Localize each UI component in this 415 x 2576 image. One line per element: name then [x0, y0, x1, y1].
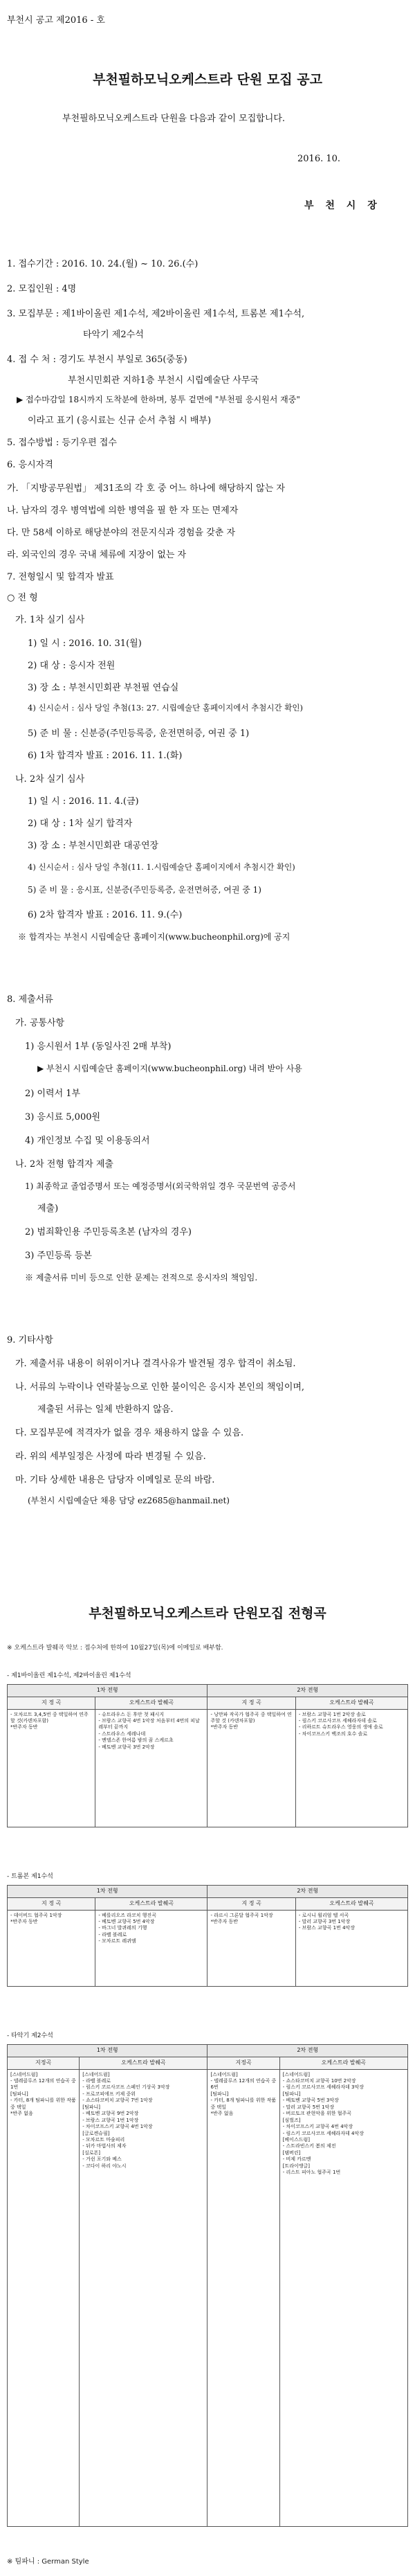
repertoire-table-violin [7, 1684, 408, 1827]
body-line: 2) 대 상 : 응시자 전원 [28, 661, 116, 671]
body-line: 8. 제출서류 [7, 994, 53, 1005]
body-line: 나. 2차 실기 심사 [15, 774, 85, 785]
solo-pieces-round1: [스네어드럼] - 델레클루즈 12개의 연습곡 중 1번 [팀파니] - 카터, 8개 팀파니를 위한 작품 중 택일 *반주 없음 [8, 2069, 80, 2526]
body-line: 5) 준 비 물 : 응시표, 신분증(주민등록증, 운전면허증, 여권 중 1) [28, 885, 261, 895]
repertoire-note: ※ 오케스트라 발췌곡 악보 : 접수처에 한하여 10월27일(목)에 이메일로 배부함. [7, 1645, 223, 1652]
col-solo: 지정곡 [8, 2057, 80, 2069]
body-line: 5) 준 비 물 : 신분증(주민등록증, 운전면허증, 여권 중 1) [28, 728, 250, 739]
body-line: 1) 일 시 : 2016. 11. 4.(금) [28, 796, 139, 807]
repertoire-table-trombone [7, 1885, 408, 1987]
body-line: 2) 범죄확인용 주민등록초본 (남자의 경우) [25, 1227, 192, 1237]
col-orch: 오케스트라 발췌곡 [95, 1697, 208, 1709]
section-heading-trombone: - 트롬본 제1수석 [7, 1873, 53, 1880]
body-line: 4) 신시순서 : 심사 당일 추첨(13: 27. 시립예술단 홈페이지에서 추첨시간 확인) [28, 703, 303, 713]
col-orch: 오케스트라 발췌곡 [295, 1897, 407, 1910]
body-line: 6) 2차 합격자 발표 : 2016. 11. 9.(수) [28, 910, 183, 920]
body-line: 4. 접 수 처 : 경기도 부천시 부일로 365(중동) [7, 355, 187, 365]
col-solo: 지 정 곡 [8, 1897, 95, 1910]
body-line: 3) 응시료 5,000원 [25, 1112, 101, 1122]
body-line: 1) 일 시 : 2016. 10. 31(월) [28, 638, 142, 649]
orchestra-excerpts-round2: - 로시니 윌리엄 텔 서곡 - 말러 교향곡 3번 1악장 - 브람스 교향곡 1번 4악장 [295, 1910, 407, 1986]
body-line: 6. 응시자격 [7, 460, 53, 470]
body-line: 6) 1차 합격자 발표 : 2016. 11. 1.(화) [28, 751, 183, 761]
body-line: 나. 2차 전형 합격자 제출 [15, 1159, 113, 1170]
body-line: 3) 장 소 : 부천시민회관 부천필 연습실 [28, 683, 179, 693]
orchestra-excerpts-round1: - 베를리오즈 라코치 행진곡 - 베토벤 교향곡 5번 4악장 - 바그너 발퀴레의 기행 - 라벨 볼레로 - 모차르트 레퀴엠 [95, 1910, 208, 1986]
document-number: 부천시 공고 제2016 - 호 [7, 15, 105, 26]
orchestra-excerpts-round1: [스네어드럼] - 라벨 볼레로 - 림스키 코르사코프 스페인 기상곡 3악장 - 프로코피에프 키제 중위 - 쇼스타코비치 교향곡 7번 1악장 [팀파니] - 베토벤 교향곡 9번 2악장 - 브람스 교향곡 1번 1악장 - 차이코프스키 교향곡 4번 1악장 [글로켄슈필] - 모차르트 마술피리 - 뒤카 마법사의 제자 [실로폰] - 거쉰 포기와 베스 - 코다이 하리 야노시 [80, 2069, 208, 2526]
repertoire-table-percussion [7, 2044, 408, 2527]
col-orch: 오케스트라 발췌곡 [279, 2057, 407, 2069]
body-line: 1) 최종학교 졸업증명서 또는 예정증명서(외국학위일 경우 국문번역 공증서 [25, 1181, 296, 1191]
solo-pieces-round2: - 낭만파 작곡가 협주곡 중 택일하여 연주할 것 (카덴차포함) *반주자 동반 [208, 1709, 295, 1827]
round2-header: 2차 전형 [208, 1886, 408, 1898]
page-title: 부천필하모닉오케스트라 단원 모집 공고 [93, 72, 322, 87]
body-line: 4) 신시순서 : 심사 당일 추첨(11. 1.시립예술단 홈페이지에서 추첨시간 확인) [28, 862, 295, 872]
body-line: (부천시 시립예술단 채용 담당 ez2685@hanmail.net) [28, 1496, 230, 1505]
body-line: 7. 전형일시 및 합격자 발표 [7, 572, 114, 582]
solo-pieces-round1: - 데이비드 협주곡 1악장 *반주자 동반 [8, 1910, 95, 1986]
section-heading-violin: - 제1바이올린 제1수석, 제2바이올린 제1수석 [7, 1672, 131, 1679]
body-line: 가. 1차 실기 심사 [15, 615, 85, 625]
body-line: 제출된 서류는 일체 반환하지 않음. [37, 1404, 174, 1415]
solo-pieces-round1: - 모차르트 3,4,5번 중 택일하여 연주할 것(카덴차포함) *반주자 동반 [8, 1709, 95, 1827]
body-line: 가. 공통사항 [15, 1018, 65, 1028]
round1-header: 1차 전형 [8, 1685, 208, 1697]
solo-pieces-round2: [스네어드럼] - 델레클루즈 12개의 연습곡 중 6번 [팀파니] - 카터, 8개 팀파니를 위한 작품 중 택일 *반주 없음 [208, 2069, 279, 2526]
repertoire-title: 부천필하모닉오케스트라 단원모집 전형곡 [89, 1606, 326, 1621]
body-line: ※ 합격자는 부천시 시립예술단 홈페이지(www.bucheonphil.org)에 공지 [18, 932, 290, 942]
body-line: 3) 주민등록 등본 [25, 1251, 92, 1261]
body-line: 마. 기타 상세한 내용은 담당자 이메일로 문의 바람. [15, 1475, 215, 1485]
body-line: ▶ 접수마감일 18시까지 도착분에 한하며, 봉투 겉면에 "부천필 응시원서 재중" [17, 395, 300, 404]
body-line: 3. 모집부문 : 제1바이올린 제1수석, 제2바이올린 제1수석, 트롬본 제1수석, [7, 309, 305, 319]
round1-header: 1차 전형 [8, 2045, 208, 2057]
orchestra-excerpts-round2: [스네어드럼] - 쇼스타코비치 교향곡 10번 2악장 - 림스키 코르사코프 세헤라자데 3악장 [팀파니] - 베토벤 교향곡 5번 3악장 - 말러 교향곡 5번 1악장 - 버르토크 관현악을 위한 협주곡 [심벌즈] - 차이코프스키 교향곡 4번 4악장 - 림스키 코르사코프 세헤라자데 4악장 [베이스드럼] - 스트라빈스키 봄의 제전 [탬버린] - 비제 카르멘 [트라이앵글] - 리스트 피아노 협주곡 1번 [279, 2069, 407, 2526]
body-line: 다. 만 58세 이하로 해당분야의 전문지식과 경험을 갖춘 자 [7, 528, 236, 538]
round2-header: 2차 전형 [208, 2045, 408, 2057]
signer: 부 천 시 장 [304, 200, 381, 211]
body-line: 제출) [37, 1204, 59, 1214]
solo-pieces-round2: - 라르시 그론달 협주곡 1악장 *반주자 동반 [208, 1910, 295, 1986]
body-line: 4) 개인정보 수집 및 이용동의서 [25, 1136, 150, 1146]
orchestra-excerpts-round2: - 브람스 교향곡 1번 2악장 솔로 - 림스키 코르사코프 세헤라자데 솔로 - 리하르트 슈트라우스 영웅의 생애 솔로 - 차이코프스키 백조의 호수 솔로 [295, 1709, 407, 1827]
body-line: ▶ 부천시 시립예술단 홈페이지(www.bucheonphil.org) 내려 받아 사용 [37, 1064, 302, 1073]
col-solo: 지 정 곡 [208, 1697, 295, 1709]
col-orch: 오케스트라 발췌곡 [95, 1897, 208, 1910]
col-solo: 지정곡 [208, 2057, 279, 2069]
body-line: 3) 장 소 : 부천시민회관 대공연장 [28, 841, 159, 851]
round1-header: 1차 전형 [8, 1886, 208, 1898]
body-line: 1. 접수기간 : 2016. 10. 24.(월) ~ 10. 26.(수) [7, 259, 199, 269]
body-line: 라. 외국인의 경우 국내 체류에 지장이 없는 자 [7, 550, 187, 560]
body-line: 2) 대 상 : 1차 실기 합격자 [28, 819, 133, 829]
body-line: 나. 서류의 누락이나 연락불능으로 인한 불이익은 응시자 본인의 책임이며, [15, 1382, 305, 1393]
body-line: 나. 남자의 경우 병역법에 의한 병역을 필 한 자 또는 면제자 [7, 506, 239, 516]
body-line: 다. 모집부문에 적격자가 없을 경우 채용하지 않을 수 있음. [15, 1428, 244, 1438]
body-line: ○ 전 형 [7, 593, 38, 603]
announcement-date: 2016. 10. [297, 154, 341, 164]
col-orch: 오케스트라 발췌곡 [295, 1697, 407, 1709]
footnote: ※ 팀파니 : German Style [7, 2558, 89, 2566]
body-line: 가. 「지방공무원법」 제31조의 각 호 중 어느 하나에 해당하지 않는 자 [7, 483, 285, 494]
body-line: 2) 이력서 1부 [25, 1089, 81, 1099]
body-line: 부천시민회관 지하1층 부천시 시립예술단 사무국 [68, 375, 259, 386]
body-line: 라. 위의 세부일정은 사정에 따라 변경될 수 있음. [15, 1451, 206, 1462]
intro-text: 부천필하모닉오케스트라 단원을 다음과 같이 모집합니다. [62, 114, 286, 124]
col-orch: 오케스트라 발췌곡 [80, 2057, 208, 2069]
body-line: 2. 모집인원 : 4명 [7, 284, 77, 294]
body-line: ※ 제출서류 미비 등으로 인한 문제는 전적으로 응시자의 책임임. [25, 1273, 258, 1282]
body-line: 이라고 표기 (응시료는 신규 순서 추첨 시 배부) [28, 415, 212, 426]
section-heading-percussion: - 타악기 제2수석 [7, 2032, 53, 2039]
round2-header: 2차 전형 [208, 1685, 408, 1697]
body-line: 9. 기타사항 [7, 1335, 53, 1345]
col-solo: 지 정 곡 [208, 1897, 295, 1910]
body-line: 타악기 제2수석 [83, 330, 144, 340]
body-line: 1) 응시원서 1부 (동일사진 2매 부착) [25, 1041, 172, 1052]
orchestra-excerpts-round1: - 슈트라우스 돈 후안 첫 패시지 - 브람스 교향곡 4번 1악장 처음부터 4번의 피날레부터 끝까지 - 스트라우스 세레나데 - 멘델스존 한여름 밤의 꿈 스케르초 - 베토벤 교향곡 3번 2악장 [95, 1709, 208, 1827]
body-line: 5. 접수방법 : 등기우편 접수 [7, 438, 117, 448]
body-line: 가. 제출서류 내용이 허위이거나 결격사유가 발견될 경우 합격이 취소됨. [15, 1359, 296, 1369]
col-solo: 지 정 곡 [8, 1697, 95, 1709]
